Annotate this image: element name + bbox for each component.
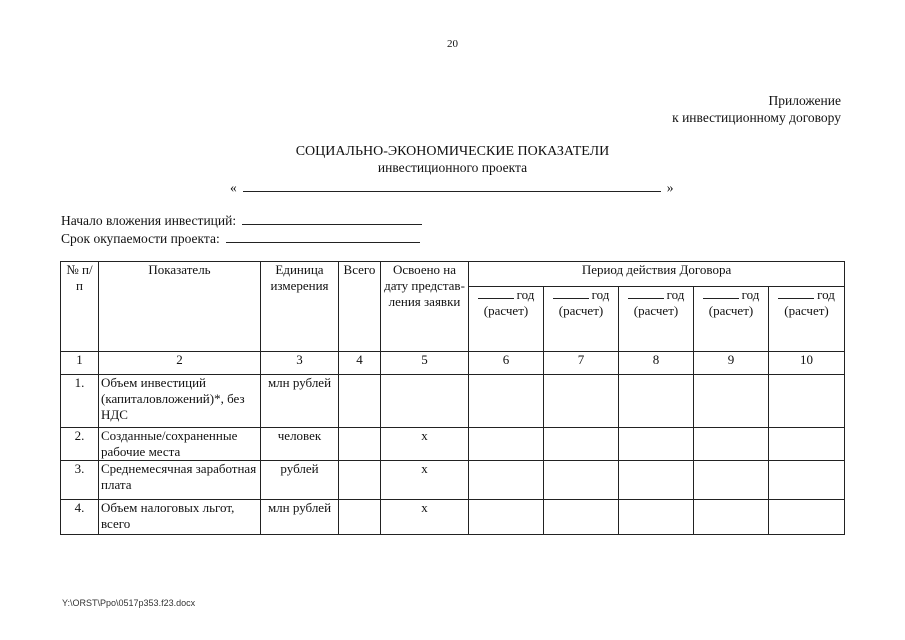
column-number: 4 [339, 352, 381, 375]
year-blank [553, 288, 589, 299]
calc-word: (расчет) [633, 303, 679, 318]
payback-period-line [61, 231, 420, 247]
row-year-cell [619, 375, 694, 428]
row-year-cell [544, 461, 619, 500]
row-unit: рублей [261, 461, 339, 500]
year-word: год [591, 287, 610, 302]
page-number: 20 [447, 38, 458, 50]
row-year-cell [619, 428, 694, 461]
table-row [61, 375, 845, 428]
row-year-cell [544, 428, 619, 461]
row-indicator: Среднемесячная заработная плата [99, 461, 261, 500]
header-total: Всего [339, 262, 381, 352]
row-year-cell [694, 500, 769, 535]
header-year-2 [544, 287, 619, 352]
calc-word: (расчет) [708, 303, 754, 318]
row-year-cell [544, 375, 619, 428]
table-row [61, 461, 845, 500]
column-number: 3 [261, 352, 339, 375]
investment-start-line [61, 213, 422, 229]
row-year-cell [619, 500, 694, 535]
year-blank [628, 288, 664, 299]
column-number: 1 [61, 352, 99, 375]
year-word: год [666, 287, 685, 302]
calc-word: (расчет) [784, 303, 829, 318]
header-unit: Единица измерения [261, 262, 339, 352]
document-title [0, 144, 905, 176]
year-blank [478, 288, 514, 299]
investment-start-label: Начало вложения инвестиций: [61, 213, 237, 228]
header-year-3 [619, 287, 694, 352]
column-number: 2 [99, 352, 261, 375]
calc-word: (расчет) [558, 303, 604, 318]
table-header-row [61, 262, 845, 287]
row-year-cell [769, 375, 845, 428]
row-year-cell [469, 461, 544, 500]
year-blank [778, 288, 814, 299]
column-number-row [61, 352, 845, 375]
column-number: 5 [381, 352, 469, 375]
project-name-line [230, 180, 674, 196]
row-total [339, 461, 381, 500]
row-year-cell [769, 461, 845, 500]
project-name-blank [243, 180, 661, 192]
row-indicator: Объем инвестиций (капиталовложений)*, без НДС [99, 375, 261, 428]
row-num: 3. [61, 461, 99, 500]
table-row [61, 428, 845, 461]
row-year-cell [694, 375, 769, 428]
calc-word: (расчет) [483, 303, 529, 318]
row-total [339, 375, 381, 428]
quote-close: » [666, 180, 674, 195]
row-mastered [381, 375, 469, 428]
row-mastered: х [381, 500, 469, 535]
year-word: год [741, 287, 760, 302]
row-year-cell [619, 461, 694, 500]
title-main: СОЦИАЛЬНО-ЭКОНОМИЧЕСКИЕ ПОКАЗАТЕЛИ [295, 144, 610, 159]
header-mastered: Освоено на дату представ-ления заявки [381, 262, 469, 352]
row-indicator: Созданные/сохраненные рабочие места [99, 428, 261, 461]
payback-period-label: Срок окупаемости проекта: [61, 231, 220, 246]
row-year-cell [544, 500, 619, 535]
appendix-line-2: к инвестиционному договору [672, 110, 841, 125]
row-year-cell [469, 375, 544, 428]
appendix-label [672, 92, 841, 126]
row-year-cell [769, 428, 845, 461]
header-year-5 [769, 287, 845, 352]
row-mastered: х [381, 461, 469, 500]
quote-open: « [230, 180, 237, 195]
column-number: 9 [694, 352, 769, 375]
investment-start-blank [242, 213, 422, 225]
row-year-cell [469, 428, 544, 461]
row-unit: человек [261, 428, 339, 461]
indicators-table [60, 261, 845, 535]
row-num: 4. [61, 500, 99, 535]
row-year-cell [769, 500, 845, 535]
row-num: 2. [61, 428, 99, 461]
row-year-cell [469, 500, 544, 535]
file-path-footer: Y:\ORST\Ppo\0517p353.f23.docx [62, 598, 196, 608]
table-row [61, 500, 845, 535]
row-unit: млн рублей [261, 500, 339, 535]
row-mastered: х [381, 428, 469, 461]
appendix-line-1: Приложение [768, 93, 841, 108]
row-total [339, 428, 381, 461]
row-indicator: Объем налоговых льгот, всего [99, 500, 261, 535]
title-sub: инвестиционного проекта [377, 160, 528, 175]
row-year-cell [694, 461, 769, 500]
row-year-cell [694, 428, 769, 461]
payback-period-blank [226, 231, 420, 243]
header-indicator: Показатель [99, 262, 261, 352]
header-year-1 [469, 287, 544, 352]
header-period: Период действия Договора [469, 262, 845, 287]
column-number: 6 [469, 352, 544, 375]
row-num: 1. [61, 375, 99, 428]
year-blank [703, 288, 739, 299]
column-number: 8 [619, 352, 694, 375]
row-unit: млн рублей [261, 375, 339, 428]
year-word: год [817, 287, 835, 302]
header-year-4 [694, 287, 769, 352]
column-number: 10 [769, 352, 845, 375]
header-num: № п/п [61, 262, 99, 352]
row-total [339, 500, 381, 535]
year-word: год [516, 287, 535, 302]
column-number: 7 [544, 352, 619, 375]
